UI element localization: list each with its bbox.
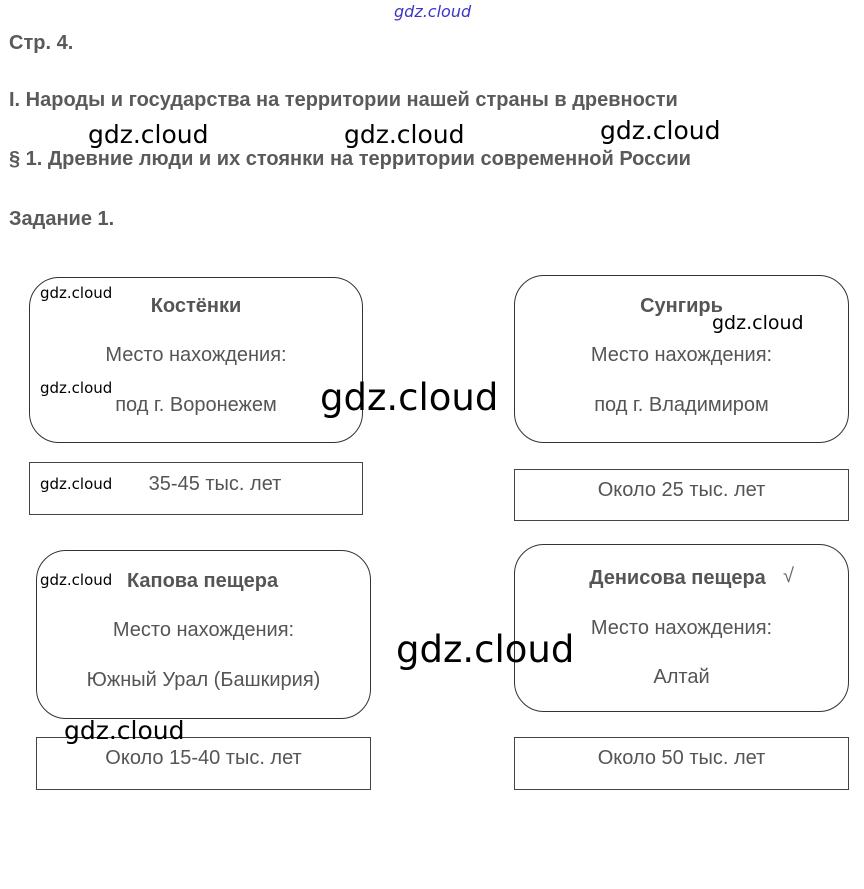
watermark: gdz.cloud (40, 475, 113, 493)
paragraph-title: § 1. Древние люди и их стоянки на территории современной России (9, 148, 691, 170)
watermark: gdz.cloud (712, 312, 804, 334)
site-location: под г. Воронежем (115, 394, 277, 416)
site-name: Сунгирь (640, 295, 723, 317)
watermark: gdz.cloud (320, 376, 499, 419)
site-name: Денисова пещера (589, 567, 766, 589)
watermark: gdz.cloud (40, 284, 113, 302)
site-location: Южный Урал (Башкирия) (86, 669, 321, 691)
watermark: gdz.cloud (344, 120, 465, 149)
site-location-label: Место нахождения: (105, 344, 287, 366)
site-name: Костёнки (150, 295, 242, 317)
site-age: Около 15-40 тыс. лет (105, 747, 302, 769)
site-age: Около 50 тыс. лет (597, 747, 766, 769)
task-label: Задание 1. (9, 208, 115, 230)
section-title: I. Народы и государства на территории нашей страны в древности (9, 89, 678, 111)
site-age-box-sungir (514, 469, 849, 521)
watermark-top: gdz.cloud (394, 2, 472, 21)
site-location-label: Место нахождения: (112, 619, 295, 641)
watermark: gdz.cloud (64, 716, 185, 745)
site-location: Алтай (653, 666, 710, 688)
site-location-label: Место нахождения: (590, 344, 773, 366)
watermark: gdz.cloud (40, 571, 113, 589)
site-name: Капова пещера (126, 570, 279, 592)
site-age-box-denisova (514, 737, 849, 790)
check-mark: √ (783, 565, 794, 587)
watermark: gdz.cloud (396, 628, 575, 671)
site-location: под г. Владимиром (594, 394, 769, 416)
site-age: Около 25 тыс. лет (597, 479, 766, 501)
site-card-sungir (514, 275, 849, 443)
watermark: gdz.cloud (88, 120, 209, 149)
site-age: 35-45 тыс. лет (148, 473, 282, 495)
site-location-label: Место нахождения: (590, 617, 773, 639)
watermark: gdz.cloud (600, 116, 721, 145)
page-label: Стр. 4. (9, 32, 74, 54)
watermark: gdz.cloud (40, 379, 113, 397)
